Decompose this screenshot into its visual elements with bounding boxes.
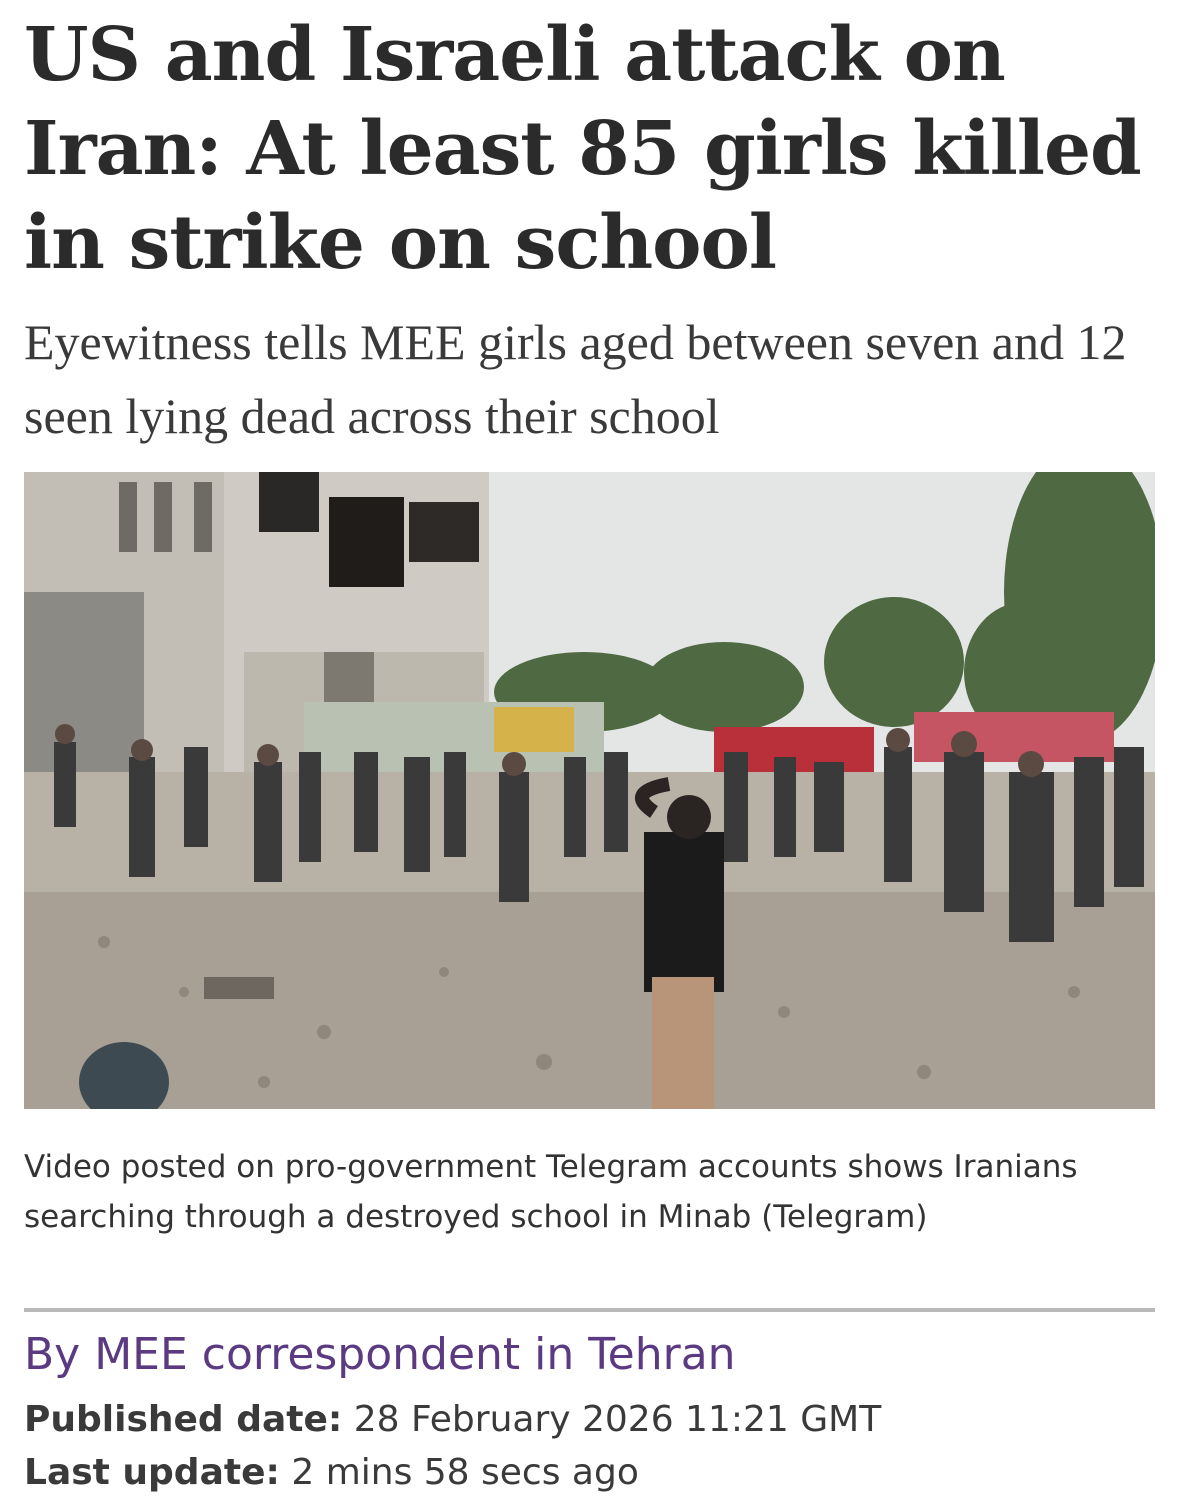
hero-image[interactable] [24, 472, 1155, 1109]
school-ruins-photo [24, 472, 1155, 1109]
updated-label: Last update: [24, 1452, 280, 1493]
divider [24, 1308, 1155, 1312]
updated-value: 2 mins 58 secs ago [291, 1452, 639, 1493]
standfirst: Eyewitness tells MEE girls aged between seven and 12 seen lying dead across their school [24, 314, 1127, 444]
last-update [24, 1448, 639, 1498]
byline[interactable]: By MEE correspondent in Tehran [24, 1329, 736, 1380]
published-value: 28 February 2026 11:21 GMT [353, 1399, 882, 1440]
headline: US and Israeli attack on Iran: At least 85 girls killed in strike on school [24, 12, 1141, 286]
image-caption: Video posted on pro-government Telegram accounts shows Iranians searching through a destroyed school in Minab (Telegram) [24, 1149, 1078, 1235]
published-label: Published date: [24, 1399, 343, 1440]
article [24, 0, 1155, 1493]
published-date [24, 1395, 881, 1445]
